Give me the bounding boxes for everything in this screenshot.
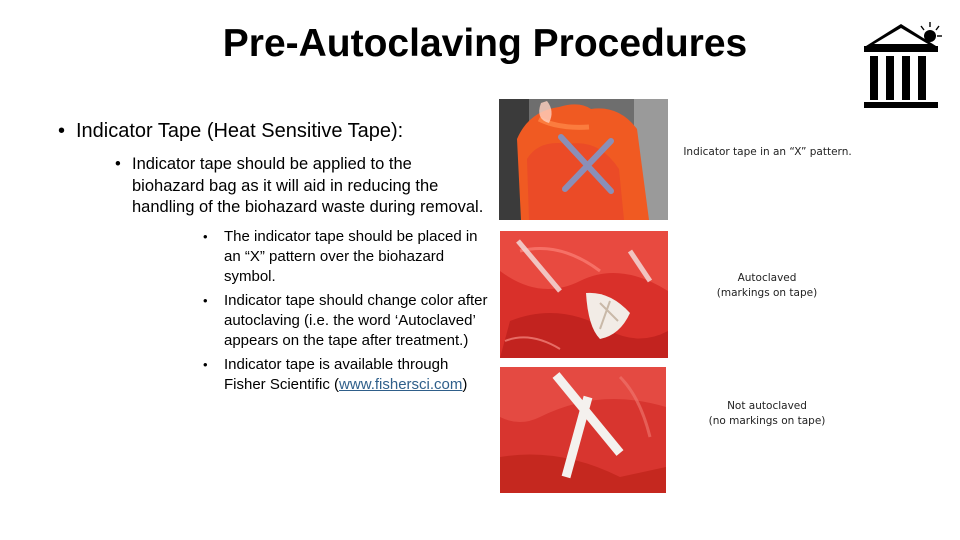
bullet-x-pattern: • The indicator tape should be placed in an “X” pattern over the biohazard symbol. [132, 227, 488, 287]
sub-sub-bullet-list [132, 227, 488, 395]
caption-not-autoclaved-line2: (no markings on tape) [708, 414, 826, 427]
caption-autoclaved [697, 271, 837, 300]
caption-not-autoclaved [697, 399, 837, 428]
bullet-list [58, 118, 488, 399]
bullet-color-change: • Indicator tape should change color after autoclaving (i.e. the word ‘Autoclaved’ appears on the tape after treatment.) [132, 291, 488, 351]
caption-x-pattern: Indicator tape in an “X” pattern. [683, 146, 852, 158]
fisher-link[interactable]: www.fishersci.com [339, 375, 463, 393]
caption-not-autoclaved-line1: Not autoclaved [727, 400, 807, 412]
bullet-apply-tape-text: Indicator tape should be applied to the biohazard bag as it will aid in reducing the handling of the biohazard waste during removal. [132, 155, 484, 216]
bullet-apply-tape [76, 154, 488, 395]
photo-not-autoclaved [500, 367, 666, 493]
fisher-text-prefix: Indicator tape is available through Fisher Scientific ( [224, 355, 449, 393]
bullet-fisher [132, 355, 488, 395]
university-building-icon [860, 16, 942, 112]
slide-title: Pre-Autoclaving Procedures [222, 22, 748, 65]
bullet-indicator-tape [58, 118, 488, 395]
fisher-text-suffix: ) [462, 375, 468, 393]
photo-autoclaved [500, 231, 668, 358]
caption-autoclaved-line2: (markings on tape) [716, 286, 818, 299]
photo-x-pattern [499, 99, 668, 220]
bullet-indicator-tape-text: Indicator Tape (Heat Sensitive Tape): [76, 120, 404, 142]
sub-bullet-list [76, 154, 488, 395]
caption-autoclaved-line1: Autoclaved [737, 272, 797, 284]
